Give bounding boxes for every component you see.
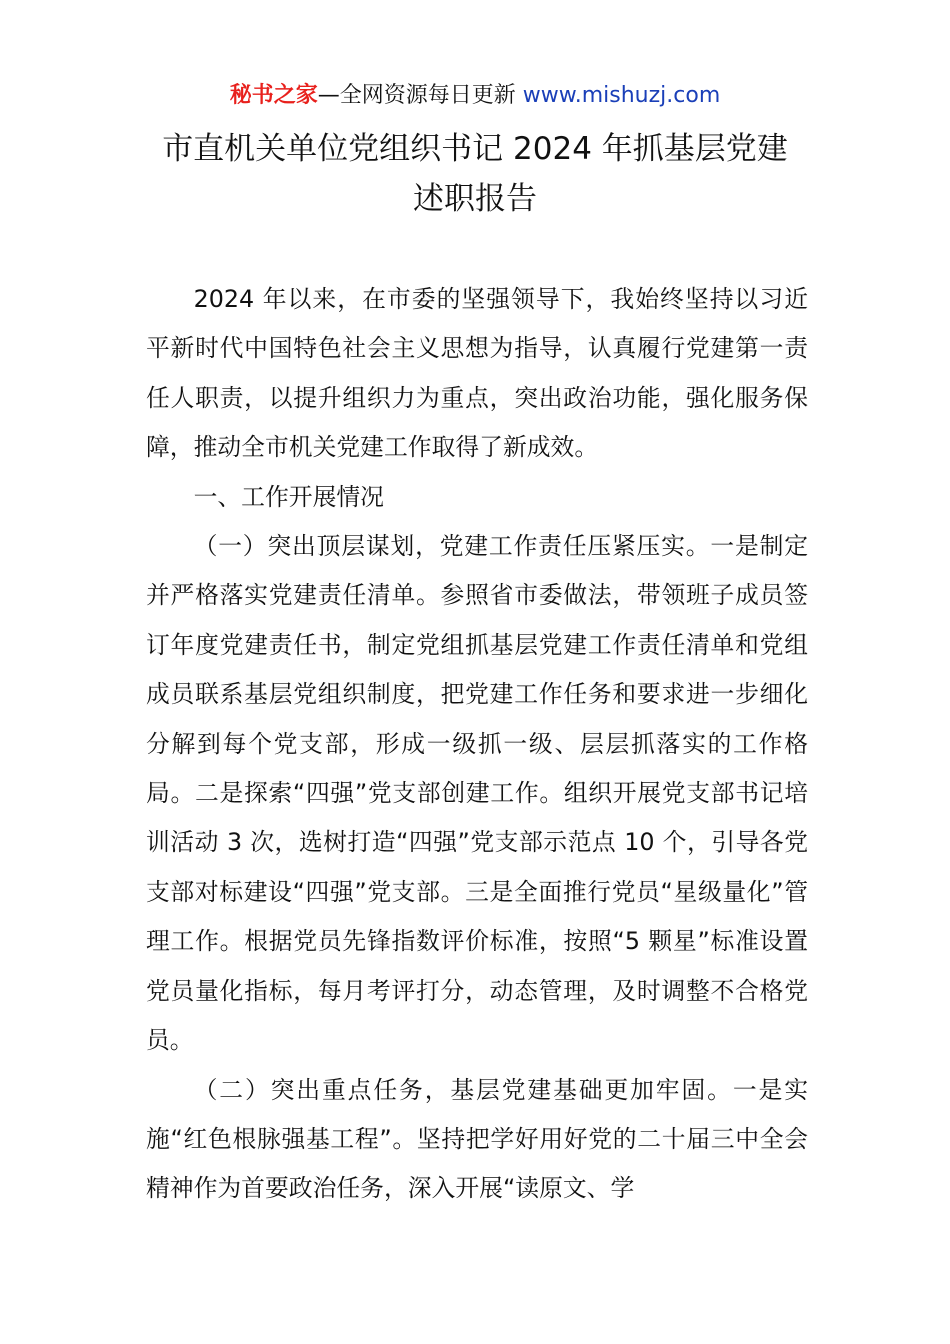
intro-paragraph: 2024 年以来，在市委的坚强领导下，我始终坚持以习近平新时代中国特色社会主义思想为指导，认真履行党建第一责任人职责，以提升组织力为重点，突出政治功能，强化服务保障，推动全市机关党建工作取得了新成效。 [146, 285, 808, 462]
site-url-link[interactable]: www.mishuzj.com [522, 83, 721, 108]
document-body [146, 275, 808, 1214]
site-tagline: —全网资源每日更新 [317, 83, 523, 108]
section-1-item-2-paragraph: （二）突出重点任务，基层党建基础更加牢固。一是实施“红色根脉强基工程”。坚持把学好用好党的二十届三中全会精神作为首要政治任务，深入开展“读原文、学 [146, 1075, 808, 1203]
document-title-line-1: 市直机关单位党组织书记 2024 年抓基层党建 [162, 131, 788, 167]
document-title-line-2: 述职报告 [413, 181, 537, 217]
section-1-item-1-paragraph: （一）突出顶层谋划，党建工作责任压紧压实。一是制定并严格落实党建责任清单。参照省市委做法，带领班子成员签订年度党建责任书，制定党组抓基层党建工作责任清单和党组成员联系基层党组织制度，把党建工作任务和要求进一步细化分解到每个党支部，形成一级抓一级、层层抓落实的工作格局。二是探索“四强”党支部创建工作。组织开展党支部书记培训活动 3 次，选树打造“四强”党支部示范点 10 个，引导各党支部对标建设“四强”党支部。三是全面推行党员“星级量化”管理工作。根据党员先锋指数评价标准，按照“5 颗星”标准设置党员量化指标，每月考评打分，动态管理，及时调整不合格党员。 [146, 532, 808, 1055]
site-header [0, 80, 950, 112]
section-heading-1: 一、工作开展情况 [193, 482, 384, 511]
site-brand: 秘书之家 [229, 83, 318, 108]
document-title [0, 124, 950, 224]
